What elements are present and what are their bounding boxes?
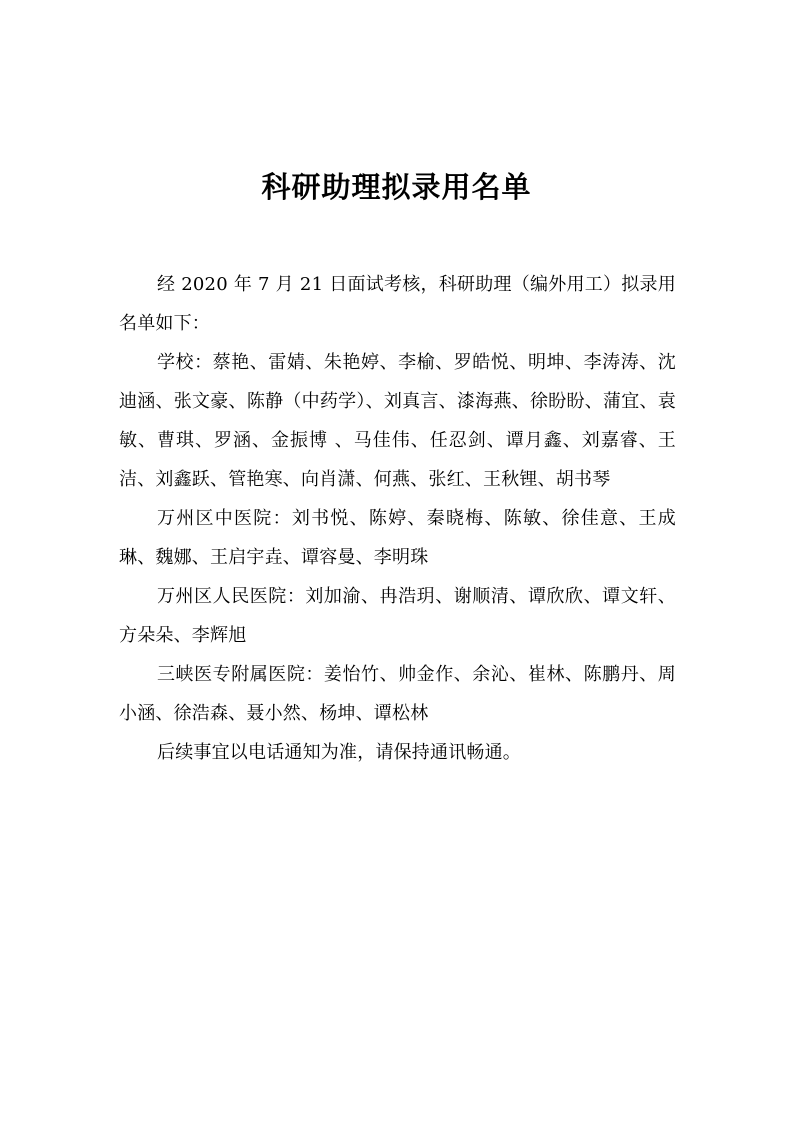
document-body bbox=[119, 265, 676, 772]
wanzhou-peoples-hospital-paragraph: 万州区人民医院：刘加渝、冉浩玥、谢顺清、谭欣欣、谭文轩、方朵朵、李辉旭 bbox=[119, 586, 676, 646]
closing-note-paragraph: 后续事宜以电话通知为准，请保持通讯畅通。 bbox=[157, 742, 521, 763]
intro-paragraph: 经 2020 年 7 月 21 日面试考核，科研助理（编外用工）拟录用名单如下： bbox=[119, 274, 676, 334]
sanxia-affiliated-hospital-paragraph: 三峡医专附属医院：姜怡竹、帅金作、余沁、崔林、陈鹏丹、周小涵、徐浩森、聂小然、杨坤、谭松林 bbox=[119, 664, 676, 724]
document-title: 科研助理拟录用名单 bbox=[261, 170, 532, 204]
school-list-paragraph: 学校：蔡艳、雷婧、朱艳婷、李榆、罗皓悦、明坤、李涛涛、沈迪涵、张文豪、陈静（中药学）、刘真言、漆海燕、徐盼盼、蒲宜、袁敏、曹琪、罗涵、金振博 、马佳伟、任忍剑、谭月鑫、刘嘉睿、王洁、刘鑫跃、管艳寒、向肖潇、何燕、张红、王秋锂、胡书琴 bbox=[119, 352, 676, 490]
wanzhou-tcm-hospital-paragraph: 万州区中医院：刘书悦、陈婷、秦晓梅、陈敏、徐佳意、王成琳、魏娜、王启宇垚、谭容曼、李明珠 bbox=[119, 508, 676, 568]
